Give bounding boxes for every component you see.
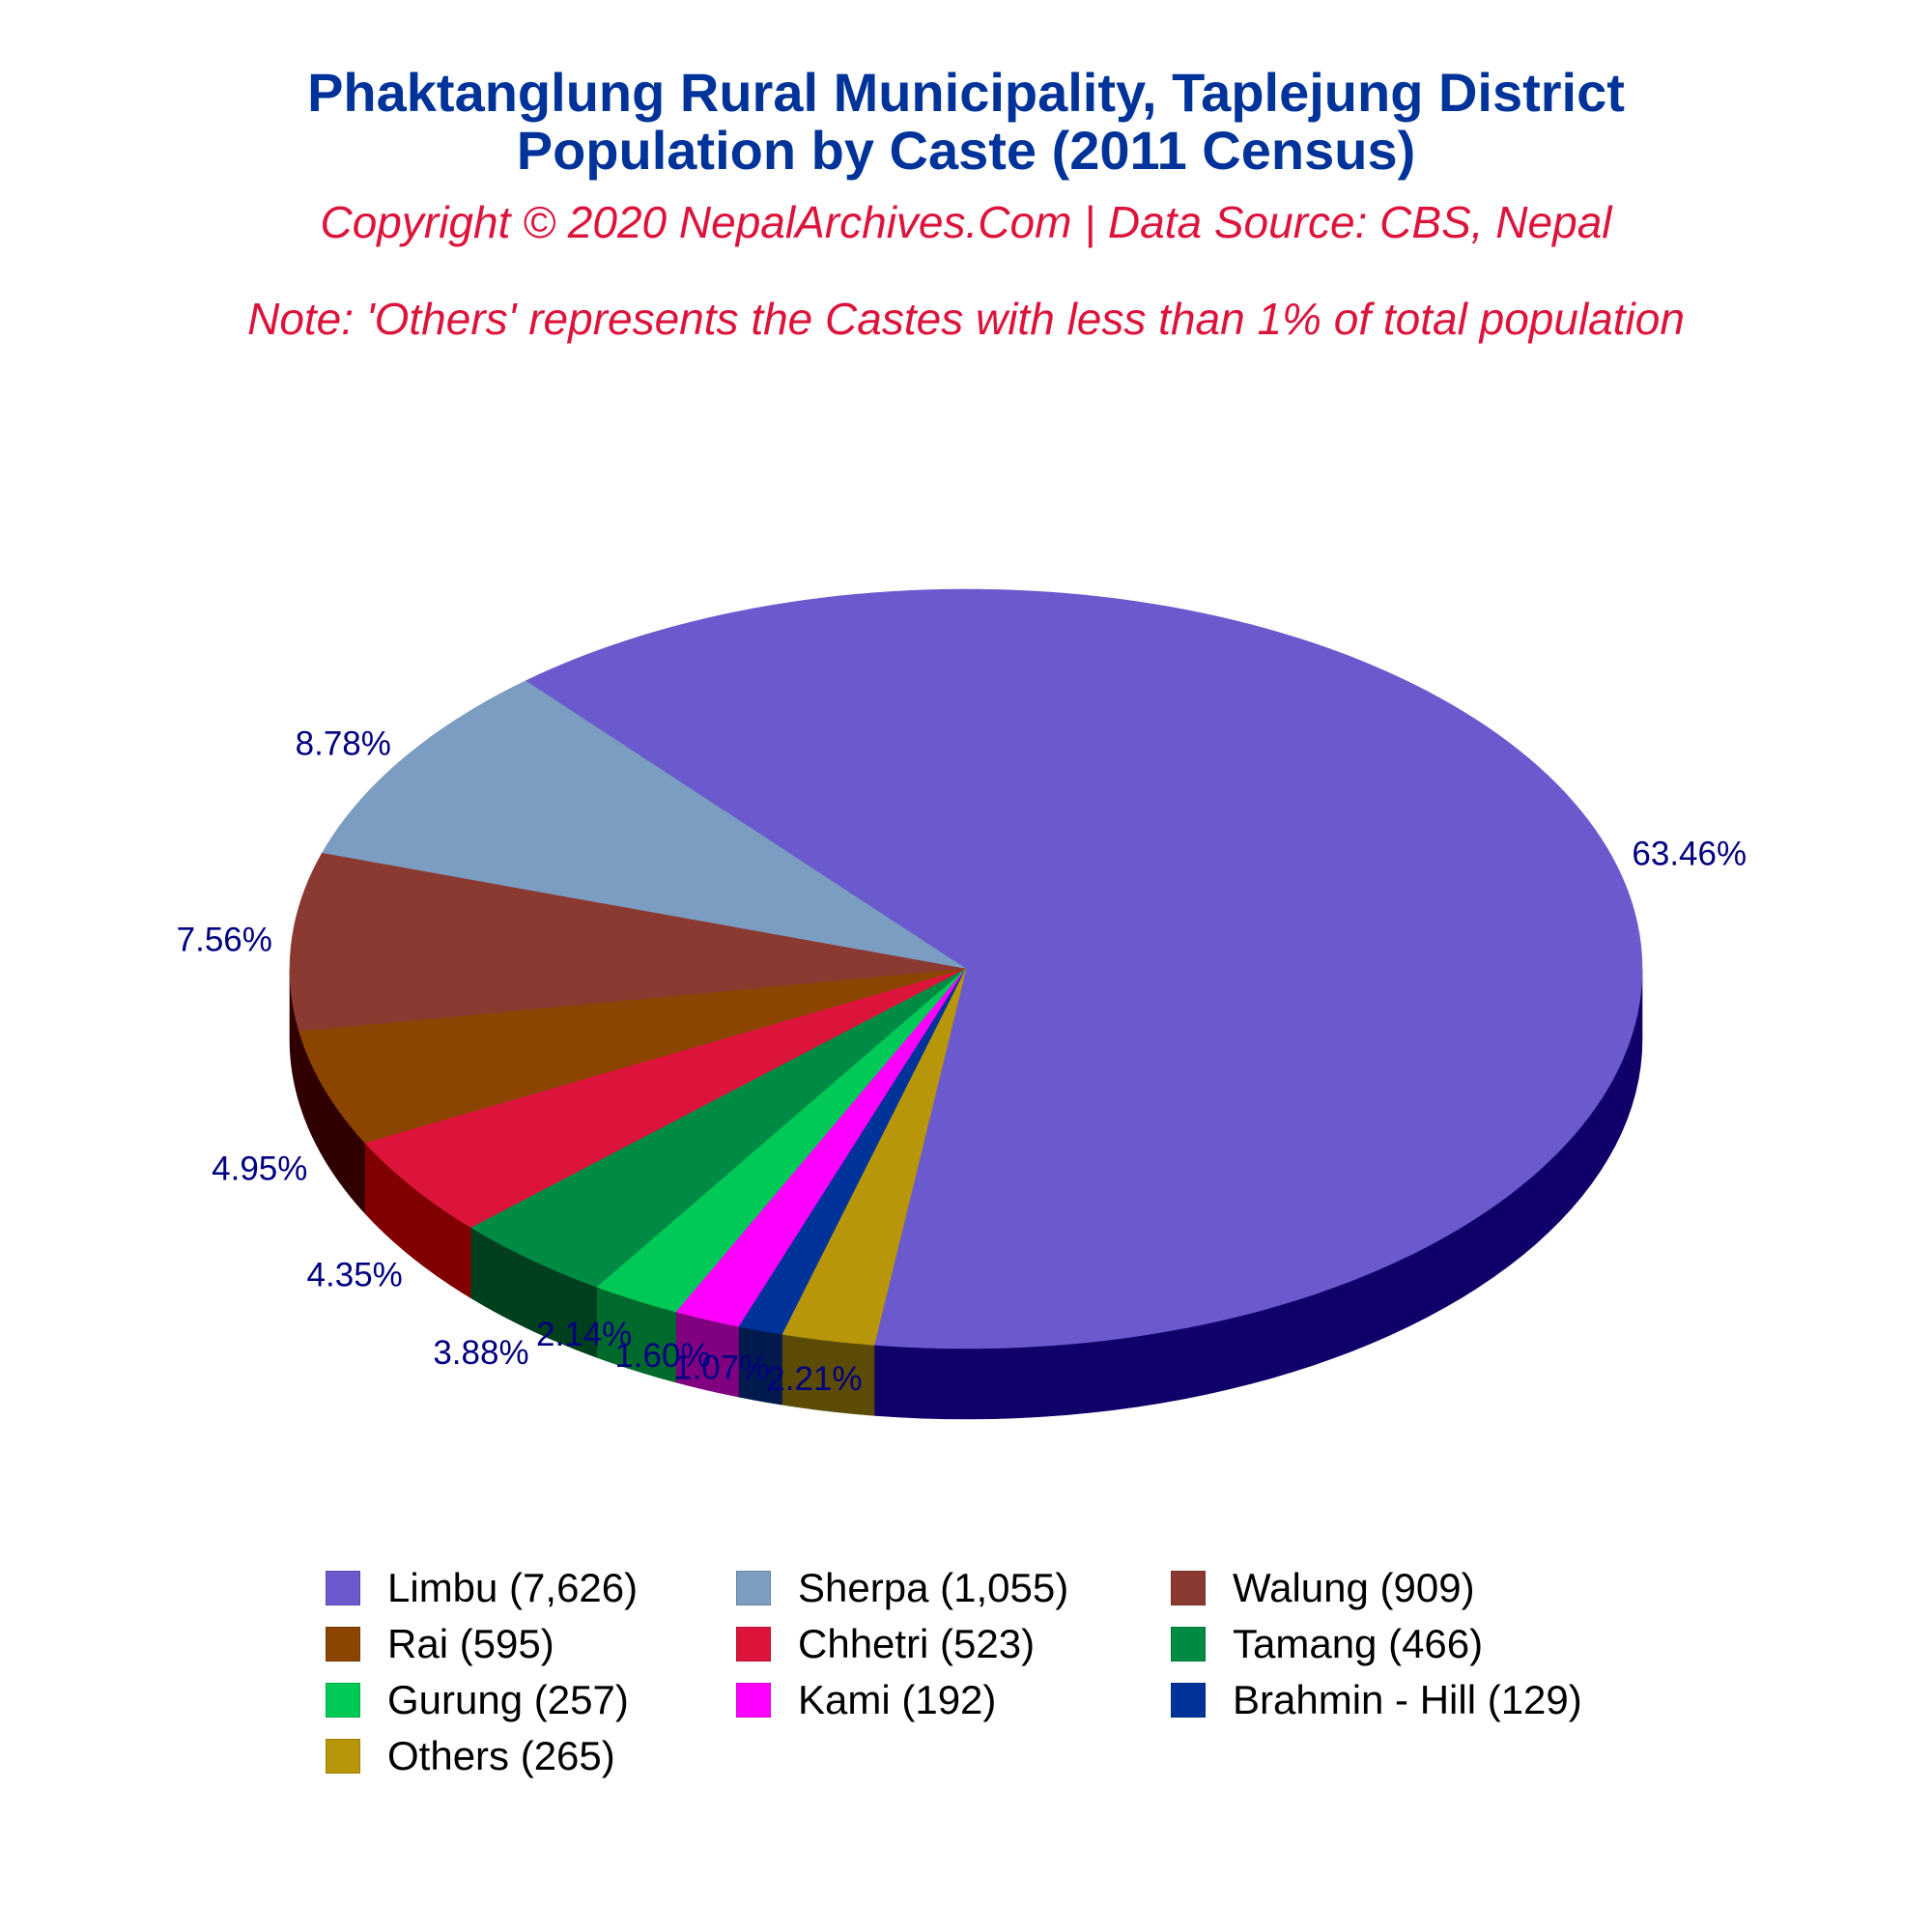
slice-label-brahmin-hill: 1.07%	[673, 1349, 770, 1387]
chart-title-line-1: Phaktanglung Rural Municipality, Taplejung District	[307, 62, 1625, 123]
legend-label-brahmin-hill: Brahmin - Hill (129)	[1233, 1677, 1582, 1722]
legend-item-sherpa	[736, 1563, 1171, 1613]
legend-label-limbu: Limbu (7,626)	[387, 1565, 639, 1610]
slice-label-rai: 4.95%	[212, 1150, 308, 1188]
chart-legend	[326, 1563, 1678, 1781]
legend-swatch-tamang	[1171, 1627, 1206, 1662]
legend-label-sherpa: Sherpa (1,055)	[798, 1565, 1069, 1610]
legend-item-rai	[326, 1619, 736, 1669]
chart-title-line-2: Population by Caste (2011 Census)	[516, 120, 1416, 181]
legend-item-chhetri	[736, 1619, 1171, 1669]
legend-swatch-sherpa	[736, 1571, 771, 1605]
legend-item-limbu	[326, 1563, 736, 1613]
legend-swatch-others	[326, 1739, 360, 1774]
legend-item-walung	[1171, 1563, 1654, 1613]
slice-label-walung: 7.56%	[176, 921, 272, 959]
legend-swatch-walung	[1171, 1571, 1206, 1605]
slice-label-sherpa: 8.78%	[295, 724, 391, 763]
slice-label-tamang: 3.88%	[433, 1333, 529, 1372]
legend-swatch-limbu	[326, 1571, 360, 1605]
legend-item-brahmin-hill	[1171, 1675, 1654, 1725]
legend-swatch-brahmin-hill	[1171, 1683, 1206, 1718]
legend-item-others	[326, 1731, 736, 1781]
slice-label-kami: 1.60%	[614, 1337, 711, 1376]
legend-item-gurung	[326, 1675, 736, 1725]
slice-label-gurung: 2.14%	[536, 1316, 633, 1353]
legend-item-tamang	[1171, 1619, 1654, 1669]
legend-label-tamang: Tamang (466)	[1233, 1621, 1484, 1666]
legend-swatch-chhetri	[736, 1627, 771, 1662]
chart-subtitle: Copyright © 2020 NepalArchives.Com | Data Source: CBS, Nepal	[320, 197, 1612, 247]
legend-swatch-rai	[326, 1627, 360, 1662]
legend-label-chhetri: Chhetri (523)	[798, 1621, 1036, 1666]
chart-note: Note: 'Others' represents the Castes with less than 1% of total population	[247, 294, 1685, 344]
slice-label-others: 2.21%	[766, 1359, 863, 1398]
legend-label-gurung: Gurung (257)	[387, 1677, 629, 1722]
legend-label-rai: Rai (595)	[387, 1621, 554, 1666]
legend-label-others: Others (265)	[387, 1733, 615, 1778]
legend-item-kami	[736, 1675, 1171, 1725]
legend-swatch-gurung	[326, 1683, 360, 1718]
slice-label-limbu: 63.46%	[1632, 835, 1747, 873]
slice-label-chhetri: 4.35%	[306, 1256, 403, 1294]
legend-label-kami: Kami (192)	[798, 1677, 997, 1722]
legend-swatch-kami	[736, 1683, 771, 1718]
legend-label-walung: Walung (909)	[1233, 1565, 1475, 1610]
